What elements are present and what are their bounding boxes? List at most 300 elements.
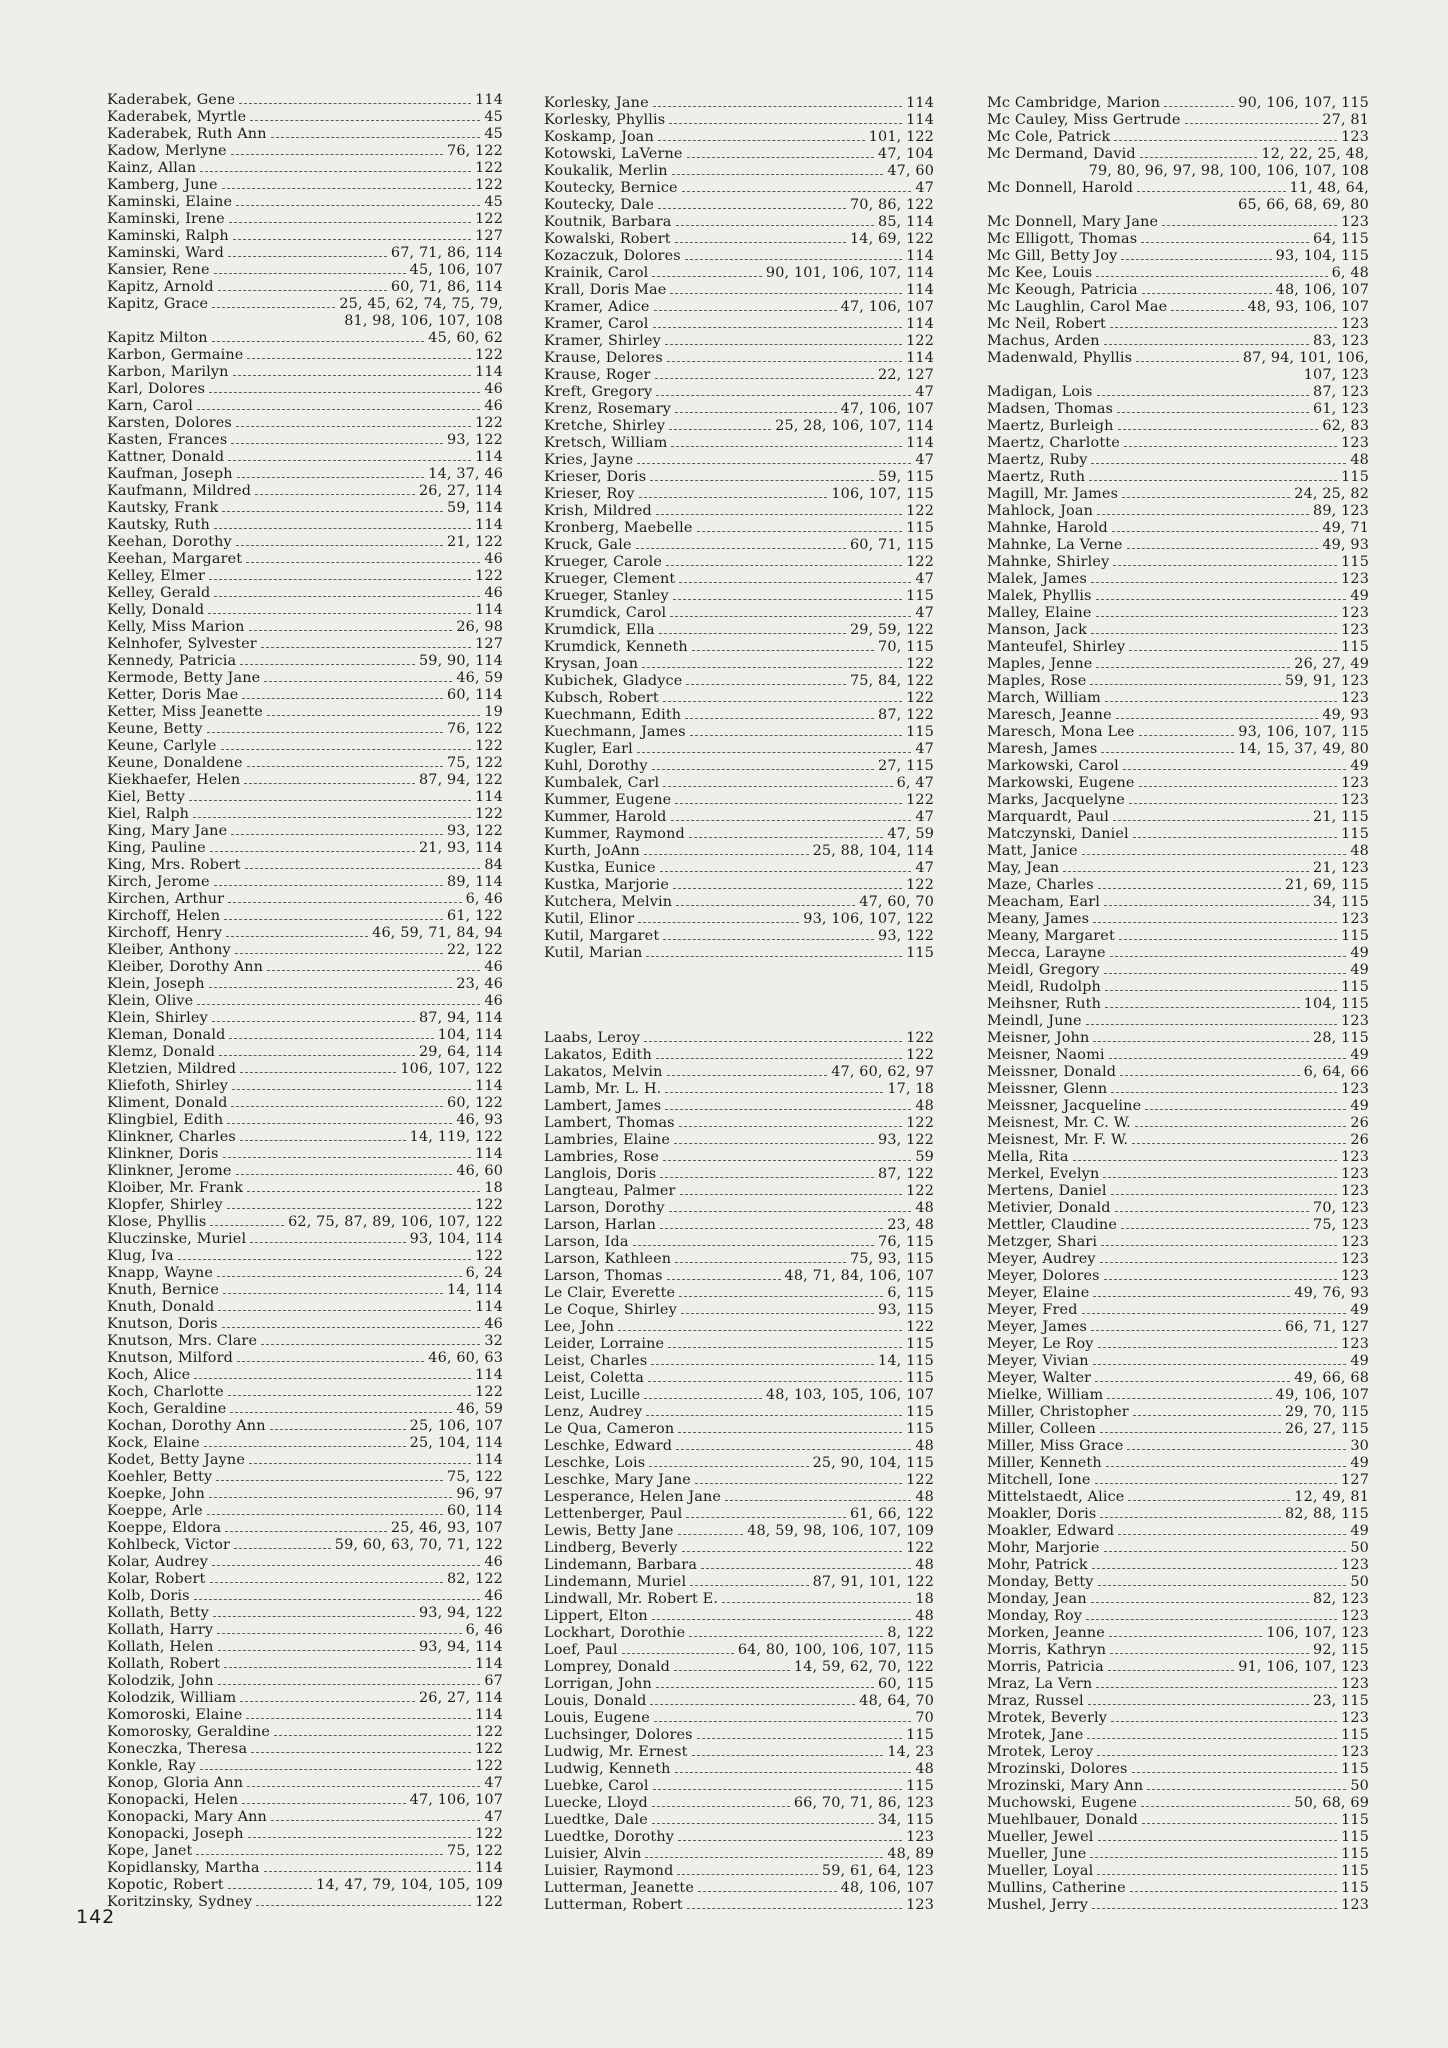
index-entry-row: [107, 1554, 503, 1571]
dot-leader: [1117, 412, 1309, 413]
entry-name: Lakatos, Edith: [544, 1047, 652, 1063]
index-entry: [107, 874, 503, 891]
index-entry-row: [544, 520, 934, 537]
dot-leader: [1092, 1568, 1337, 1569]
dot-leader: [228, 1888, 313, 1889]
entry-pages: 25, 104, 114: [409, 1435, 503, 1451]
dot-leader: [218, 1684, 481, 1685]
index-entry: [987, 1659, 1369, 1676]
index-entry-row: [987, 1523, 1369, 1540]
index-entry: [987, 1064, 1369, 1081]
entry-name: Leist, Lucille: [544, 1387, 641, 1403]
index-entry: [987, 452, 1369, 469]
entry-name: Kubsch, Robert: [544, 690, 659, 706]
entry-name: Kummer, Harold: [544, 809, 667, 825]
index-entry-row: [107, 1809, 503, 1826]
index-entry-row: [987, 537, 1369, 554]
index-entry: [544, 1336, 934, 1353]
index-entry-row: [987, 1710, 1369, 1727]
entry-pages: 6, 46: [465, 891, 503, 907]
index-entry: [544, 775, 934, 792]
index-entry-row: [107, 976, 503, 993]
entry-pages: 87, 94, 114: [418, 1010, 503, 1026]
entry-pages: 45: [484, 126, 503, 142]
index-entry-row: [987, 571, 1369, 588]
dot-leader: [1093, 1364, 1347, 1365]
entry-name: Kautsky, Ruth: [107, 517, 210, 533]
entry-pages: 49: [1350, 1098, 1369, 1114]
entry-pages: 101, 122: [868, 129, 934, 145]
index-entry: [544, 741, 934, 758]
index-entry-row: [107, 1282, 503, 1299]
entry-name: Mullins, Catherine: [987, 1880, 1126, 1896]
dot-leader: [209, 1497, 452, 1498]
entry-name: Klingbiel, Edith: [107, 1112, 224, 1128]
index-entry: [987, 945, 1369, 962]
index-entry-row: [544, 1438, 934, 1455]
entry-pages: 70, 123: [1313, 1200, 1369, 1216]
dot-leader: [686, 1517, 846, 1518]
entry-name: Meyer, James: [987, 1319, 1088, 1335]
index-entry: [987, 1625, 1369, 1642]
index-entry: [544, 1251, 934, 1268]
entry-pages: 49: [1350, 962, 1369, 978]
index-entry: [987, 639, 1369, 656]
dot-leader: [1128, 1500, 1290, 1501]
entry-pages: 114: [906, 248, 934, 264]
dot-leader: [1164, 106, 1234, 107]
entry-pages: 48, 71, 84, 106, 107: [784, 1268, 934, 1284]
entry-pages: 87, 94, 101, 106,: [1242, 350, 1369, 366]
index-entry: [987, 1897, 1369, 1914]
entry-name: Meany, James: [987, 911, 1090, 927]
entry-pages: 45: [484, 194, 503, 210]
dot-leader: [267, 715, 480, 716]
index-entry: [107, 534, 503, 551]
index-entry: [987, 1744, 1369, 1761]
entry-name: Knuth, Bernice: [107, 1282, 220, 1298]
entry-pages: 122: [906, 1183, 934, 1199]
entry-pages: 26, 27, 114: [418, 483, 503, 499]
index-entry: [544, 690, 934, 707]
dot-leader: [685, 718, 874, 719]
dot-leader: [1098, 888, 1281, 889]
index-entry-row: [987, 299, 1369, 316]
index-entry-row: [544, 1149, 934, 1166]
entry-name: Laabs, Leroy: [544, 1030, 641, 1046]
dot-leader: [654, 310, 837, 311]
index-entry-row: [107, 1826, 503, 1843]
dot-leader: [240, 1072, 396, 1073]
entry-name: Malek, James: [987, 571, 1087, 587]
dot-leader: [231, 443, 443, 444]
index-entry-row: [107, 1469, 503, 1486]
entry-pages: 60, 71, 115: [849, 537, 934, 553]
entry-pages: 115: [906, 724, 934, 740]
entry-pages: 48, 59, 98, 106, 107, 109: [747, 1523, 934, 1539]
index-entry-row: [544, 1608, 934, 1625]
index-entry-row: [107, 1741, 503, 1758]
entry-pages: 14, 47, 79, 104, 105, 109: [316, 1877, 503, 1893]
entry-name: Keune, Donaldene: [107, 755, 243, 771]
dot-leader: [1141, 1806, 1290, 1807]
dot-leader: [667, 1075, 828, 1076]
index-entry-row: [107, 1384, 503, 1401]
entry-name: Krainik, Carol: [544, 265, 649, 281]
entry-name: King, Mary Jane: [107, 823, 228, 839]
dot-leader: [222, 511, 443, 512]
index-entry-row: [544, 1064, 934, 1081]
entry-pages: 114: [475, 1146, 503, 1162]
index-entry: [107, 1656, 503, 1673]
index-entry: [987, 1574, 1369, 1591]
index-entry-row: [107, 1265, 503, 1282]
entry-pages: 29, 70, 115: [1284, 1404, 1369, 1420]
entry-name: Meissner, Jacqueline: [987, 1098, 1142, 1114]
dot-leader: [230, 1412, 452, 1413]
entry-name: Mc Cauley, Miss Gertrude: [987, 112, 1181, 128]
index-entry: [544, 1438, 934, 1455]
entry-pages: 59, 114: [447, 500, 503, 516]
index-entry: [107, 1112, 503, 1129]
entry-pages: 122: [475, 1724, 503, 1740]
index-entry-row: [107, 347, 503, 364]
dot-leader: [673, 888, 902, 889]
entry-name: Mohr, Patrick: [987, 1557, 1088, 1573]
entry-name: Kuhl, Dorothy: [544, 758, 648, 774]
entry-name: Kramer, Carol: [544, 316, 649, 332]
index-entry-row: [107, 1894, 503, 1911]
index-entry-row: [107, 1333, 503, 1350]
index-entry: [107, 925, 503, 942]
index-entry: [107, 976, 503, 993]
index-entry-row: [987, 622, 1369, 639]
index-entry: [107, 143, 503, 160]
index-entry: [544, 1472, 934, 1489]
index-entry: [544, 1387, 934, 1404]
entry-pages: 6, 46: [465, 1622, 503, 1638]
entry-pages: 114: [906, 282, 934, 298]
index-entry: [987, 1200, 1369, 1217]
entry-pages: 28, 115: [1313, 1030, 1369, 1046]
index-entry-row: [107, 364, 503, 381]
entry-pages: 46: [484, 993, 503, 1009]
entry-pages: 93, 94, 122: [418, 1605, 503, 1621]
entry-name: Larson, Kathleen: [544, 1251, 672, 1267]
index-entry: [544, 860, 934, 877]
entry-pages: 46: [484, 551, 503, 567]
dot-leader: [660, 1228, 883, 1229]
entry-pages: 75, 122: [447, 1469, 503, 1485]
index-entry: [987, 1438, 1369, 1455]
entry-pages: 21, 93, 114: [418, 840, 503, 856]
index-entry: [987, 1149, 1369, 1166]
entry-name: Meisner, John: [987, 1030, 1090, 1046]
index-entry: [544, 1149, 934, 1166]
entry-pages: 26: [1350, 1115, 1369, 1131]
entry-pages: 114: [906, 435, 934, 451]
dot-leader: [665, 1109, 911, 1110]
entry-name: Kretsch, William: [544, 435, 668, 451]
dot-leader: [697, 1738, 902, 1739]
index-entry: [107, 483, 503, 500]
dot-leader: [1090, 684, 1281, 685]
dot-leader: [669, 429, 771, 430]
dot-leader: [1093, 922, 1337, 923]
index-entry: [544, 367, 934, 384]
dot-leader: [678, 1432, 902, 1433]
index-entry-row: [544, 1863, 934, 1880]
entry-name: Mettler, Claudine: [987, 1217, 1117, 1233]
entry-name: Maertz, Ruth: [987, 469, 1086, 485]
entry-pages: 123: [1341, 690, 1369, 706]
index-entry-row: [544, 435, 934, 452]
dot-leader: [270, 1429, 406, 1430]
index-entry: [544, 1217, 934, 1234]
entry-name: Kiel, Ralph: [107, 806, 190, 822]
dot-leader: [1129, 650, 1337, 651]
entry-name: Kuechmann, James: [544, 724, 686, 740]
entry-pages: 93, 122: [447, 823, 503, 839]
index-entry-row: [544, 1455, 934, 1472]
index-entry: [544, 129, 934, 146]
dot-leader: [1133, 1415, 1281, 1416]
index-entry: [544, 843, 934, 860]
entry-pages: 26, 27, 114: [418, 1690, 503, 1706]
dot-leader: [1109, 1636, 1262, 1637]
index-entry-row: [987, 1676, 1369, 1693]
index-entry: [544, 571, 934, 588]
entry-pages: 115: [906, 1421, 934, 1437]
entry-pages: 47, 60: [887, 163, 934, 179]
dot-leader: [633, 1245, 874, 1246]
dot-leader: [271, 137, 481, 138]
index-entry-row: [987, 1608, 1369, 1625]
index-entry: [987, 1285, 1369, 1302]
entry-pages: 47, 60, 62, 97: [831, 1064, 934, 1080]
index-entry: [987, 435, 1369, 452]
index-entry: [544, 622, 934, 639]
entry-name: Monday, Jean: [987, 1591, 1087, 1607]
index-entry-row: [544, 792, 934, 809]
entry-pages: 123: [1341, 571, 1369, 587]
dot-leader: [692, 650, 874, 651]
entry-name: Kliefoth, Shirley: [107, 1078, 229, 1094]
dot-leader: [1098, 1840, 1338, 1841]
index-entry-row: [987, 469, 1369, 486]
entry-name: Kramer, Shirley: [544, 333, 661, 349]
entry-pages: 123: [906, 1897, 934, 1913]
entry-name: Kaufman, Joseph: [107, 466, 233, 482]
index-entry: [544, 537, 934, 554]
index-entry-row: [544, 554, 934, 571]
entry-name: Louis, Donald: [544, 1693, 647, 1709]
dot-leader: [209, 579, 471, 580]
index-entry-row: [107, 1163, 503, 1180]
entry-pages: 49: [1350, 945, 1369, 961]
index-entry-row: [107, 160, 503, 177]
index-entry-row: [987, 877, 1369, 894]
index-entry-row: [987, 656, 1369, 673]
index-entry: [544, 333, 934, 350]
entry-name: Mueller, Loyal: [987, 1863, 1094, 1879]
dot-leader: [636, 548, 846, 549]
index-entry: [987, 1880, 1369, 1897]
entry-pages: 90, 101, 106, 107, 114: [765, 265, 934, 281]
entry-name: Monday, Betty: [987, 1574, 1094, 1590]
dot-leader: [1101, 1245, 1337, 1246]
index-entry: [987, 1047, 1369, 1064]
index-entry: [544, 1285, 934, 1302]
index-entry: [107, 245, 503, 262]
entry-name: Koutnik, Barbara: [544, 214, 672, 230]
index-entry: [544, 299, 934, 316]
entry-pages: 14, 37, 46: [428, 466, 503, 482]
dot-leader: [232, 1089, 471, 1090]
entry-name: Koeppe, Arle: [107, 1503, 203, 1519]
dot-leader: [1124, 446, 1337, 447]
entry-name: Meisner, Naomi: [987, 1047, 1105, 1063]
entry-pages: 25, 106, 107: [409, 1418, 503, 1434]
entry-pages: 87, 122: [878, 707, 934, 723]
entry-name: Mc Cole, Patrick: [987, 129, 1111, 145]
dot-leader: [194, 1378, 471, 1379]
index-entry-row: [987, 1625, 1369, 1642]
index-entry: [544, 418, 934, 435]
dot-leader: [1123, 769, 1346, 770]
entry-name: Mc Neil, Robert: [987, 316, 1106, 332]
index-entry-row: [987, 1404, 1369, 1421]
entry-pages: 114: [475, 517, 503, 533]
index-entry: [987, 673, 1369, 690]
entry-name: Kutil, Margaret: [544, 928, 660, 944]
index-entry-row: [544, 758, 934, 775]
dot-leader: [212, 341, 425, 342]
entry-pages: 48: [1350, 452, 1369, 468]
index-entry-row: [544, 690, 934, 707]
index-entry: [544, 350, 934, 367]
dot-leader: [200, 1769, 471, 1770]
index-entry-row: [107, 432, 503, 449]
index-entry: [107, 1588, 503, 1605]
index-entry: [987, 1761, 1369, 1778]
dot-leader: [689, 1636, 883, 1637]
dot-leader: [246, 1718, 471, 1719]
index-entry-row: [107, 109, 503, 126]
index-entry: [544, 146, 934, 163]
entry-name: Mahnke, Shirley: [987, 554, 1110, 570]
index-entry-row: [544, 1268, 934, 1285]
entry-pages: 21, 115: [1313, 809, 1369, 825]
dot-leader: [653, 1789, 902, 1790]
entry-pages: 70, 86, 122: [849, 197, 934, 213]
entry-name: Mc Dermand, David: [987, 146, 1136, 162]
dot-leader: [1063, 871, 1309, 872]
dot-leader: [1097, 395, 1310, 396]
entry-pages: 27, 81: [1322, 112, 1369, 128]
index-entry-row: [987, 520, 1369, 537]
index-entry-row: [107, 840, 503, 857]
entry-name: Kelnhofer, Sylvester: [107, 636, 257, 652]
entry-pages: 46: [484, 959, 503, 975]
index-entry: [544, 1234, 934, 1251]
entry-pages: 84: [484, 857, 503, 873]
index-entry: [987, 1336, 1369, 1353]
entry-name: Mushel, Jerry: [987, 1897, 1089, 1913]
index-entry: [544, 248, 934, 265]
entry-pages: 50, 68, 69: [1294, 1795, 1369, 1811]
entry-name: Klopfer, Shirley: [107, 1197, 223, 1213]
index-entry: [544, 605, 934, 622]
dot-leader: [1142, 293, 1272, 294]
dot-leader: [1110, 1653, 1309, 1654]
index-entry: [544, 1523, 934, 1540]
entry-name: Luisier, Alvin: [544, 1846, 642, 1862]
dot-leader: [217, 1633, 461, 1634]
index-entry-row: [987, 843, 1369, 860]
index-entry-row: [107, 738, 503, 755]
entry-pages: 61, 122: [447, 908, 503, 924]
dot-leader: [1107, 1398, 1271, 1399]
dot-leader: [644, 854, 809, 855]
dot-leader: [656, 1058, 902, 1059]
index-entry: [987, 231, 1369, 248]
entry-name: Kletzien, Mildred: [107, 1061, 237, 1077]
dot-leader: [1130, 1891, 1337, 1892]
index-column-3: [987, 95, 1369, 1914]
index-entry: [107, 1435, 503, 1452]
index-entry-row: [544, 1659, 934, 1676]
index-entry-row: [987, 1285, 1369, 1302]
dot-leader: [682, 1551, 903, 1552]
index-entry: [107, 1826, 503, 1843]
entry-name: Meidl, Gregory: [987, 962, 1100, 978]
entry-name: Kainz, Allan: [107, 160, 197, 176]
index-entry: [987, 707, 1369, 724]
index-entry-row: [987, 231, 1369, 248]
entry-name: Kustka, Marjorie: [544, 877, 670, 893]
index-entry: [987, 282, 1369, 299]
dot-leader: [673, 599, 902, 600]
index-entry-row: [544, 724, 934, 741]
index-entry: [987, 656, 1369, 673]
entry-name: Klinkner, Charles: [107, 1129, 236, 1145]
index-entry: [987, 503, 1369, 520]
entry-name: Klinkner, Doris: [107, 1146, 219, 1162]
entry-name: Le Coque, Shirley: [544, 1302, 677, 1318]
entry-name: Luisier, Raymond: [544, 1863, 674, 1879]
dot-leader: [1140, 157, 1258, 158]
entry-name: Mc Cambridge, Marion: [987, 95, 1161, 111]
index-entry: [544, 316, 934, 333]
dot-leader: [1116, 718, 1319, 719]
entry-name: Kodet, Betty Jayne: [107, 1452, 246, 1468]
entry-pages: 67, 71, 86, 114: [390, 245, 503, 261]
entry-pages: 49: [1350, 1302, 1369, 1318]
index-entry-row: [544, 1319, 934, 1336]
entry-name: Le Qua, Cameron: [544, 1421, 675, 1437]
index-entry: [987, 1166, 1369, 1183]
entry-pages: 123: [1341, 1608, 1369, 1624]
entry-pages: 17, 18: [887, 1081, 934, 1097]
index-entry-row: [987, 1744, 1369, 1761]
index-entry-row: [544, 1098, 934, 1115]
index-entry: [987, 962, 1369, 979]
entry-pages: 48: [915, 1438, 934, 1454]
index-entry-row: [987, 588, 1369, 605]
entry-name: Ketter, Doris Mae: [107, 687, 239, 703]
index-entry: [987, 350, 1369, 384]
